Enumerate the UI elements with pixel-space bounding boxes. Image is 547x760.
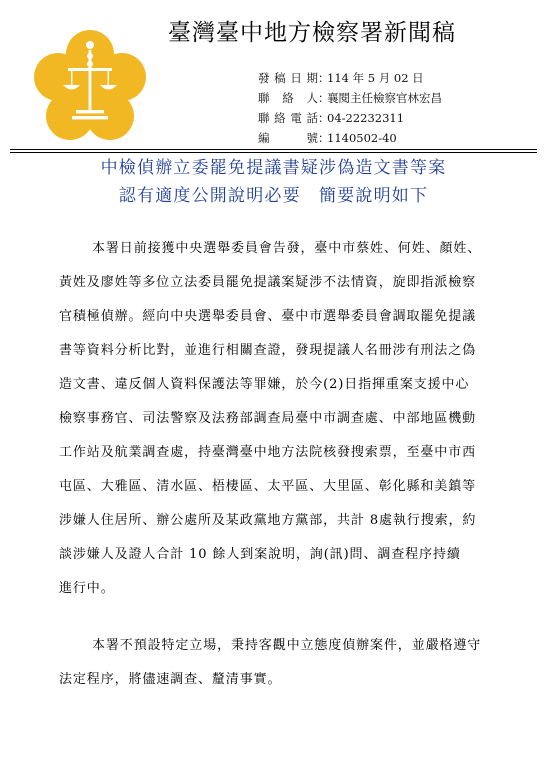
meta-separator: ： [318, 71, 330, 85]
meta-value: 1140502-40 [327, 131, 397, 145]
press-release-title: 臺灣臺中地方檢察署新聞稿 [168, 20, 456, 46]
meta-row-number [258, 128, 442, 148]
body-line: 本署日前接獲中央選舉委員會告發，臺中市蔡姓、何姓、顏姓、 [92, 241, 482, 256]
meta-separator: ： [318, 91, 330, 105]
body-line: 進行中。 [59, 581, 115, 596]
release-meta [258, 68, 442, 148]
headline-line-2: 認有適度公開說明必要 簡要說明如下 [118, 186, 429, 206]
meta-label: 發稿日期 [258, 71, 318, 85]
prosecutors-office-emblem-icon [30, 28, 150, 148]
meta-value: 04-22232311 [327, 111, 405, 125]
body-line: 涉嫌人住居所、辦公處所及某政黨地方黨部，共計 8處執行搜索，約 [59, 513, 477, 528]
meta-label: 聯絡電話 [258, 111, 318, 125]
body-line: 黃姓及廖姓等多位立法委員罷免提議案疑涉不法情資，旋即指派檢察 [59, 275, 477, 290]
body-line: 談涉嫌人及證人合計 10 餘人到案說明，詢(訊)問、調查程序持續 [59, 547, 461, 562]
meta-row-date [258, 68, 442, 88]
meta-separator: ： [318, 111, 330, 125]
body-line: 檢察事務官、司法警察及法務部調查局臺中市調查處、中部地區機動 [59, 411, 477, 426]
headline-line-1: 中檢偵辦立委罷免提議書疑涉偽造文書等案 [100, 158, 447, 178]
meta-value: 114 年 5 月 02 日 [327, 71, 424, 85]
meta-row-contact [258, 88, 442, 108]
body-line: 屯區、大雅區、清水區、梧棲區、太平區、大里區、彰化縣和美鎮等 [59, 479, 477, 494]
body-line: 本署不預設特定立場，秉持客觀中立態度偵辦案件，並嚴格遵守 [92, 638, 482, 653]
meta-label: 聯絡人 [258, 91, 318, 105]
meta-value: 襄閱主任檢察官林宏昌 [327, 91, 442, 105]
body-line: 書等資料分析比對，並進行相關查證，發現提議人名冊涉有刑法之偽 [59, 343, 477, 358]
body-line: 法定程序，將儘速調查、釐清事實。 [59, 672, 282, 687]
body-line: 工作站及航業調查處，持臺灣臺中地方法院核發搜索票，至臺中市西 [59, 445, 477, 460]
meta-row-phone [258, 108, 442, 128]
meta-label: 編號 [258, 131, 318, 145]
header-divider [10, 149, 537, 150]
body-line: 造文書、違反個人資料保護法等罪嫌，於今(2)日指揮重案支援中心 [59, 377, 470, 392]
meta-separator: ： [318, 131, 330, 145]
body-line: 官積極偵辦。經向中央選舉委員會、臺中市選舉委員會調取罷免提議 [59, 309, 477, 324]
